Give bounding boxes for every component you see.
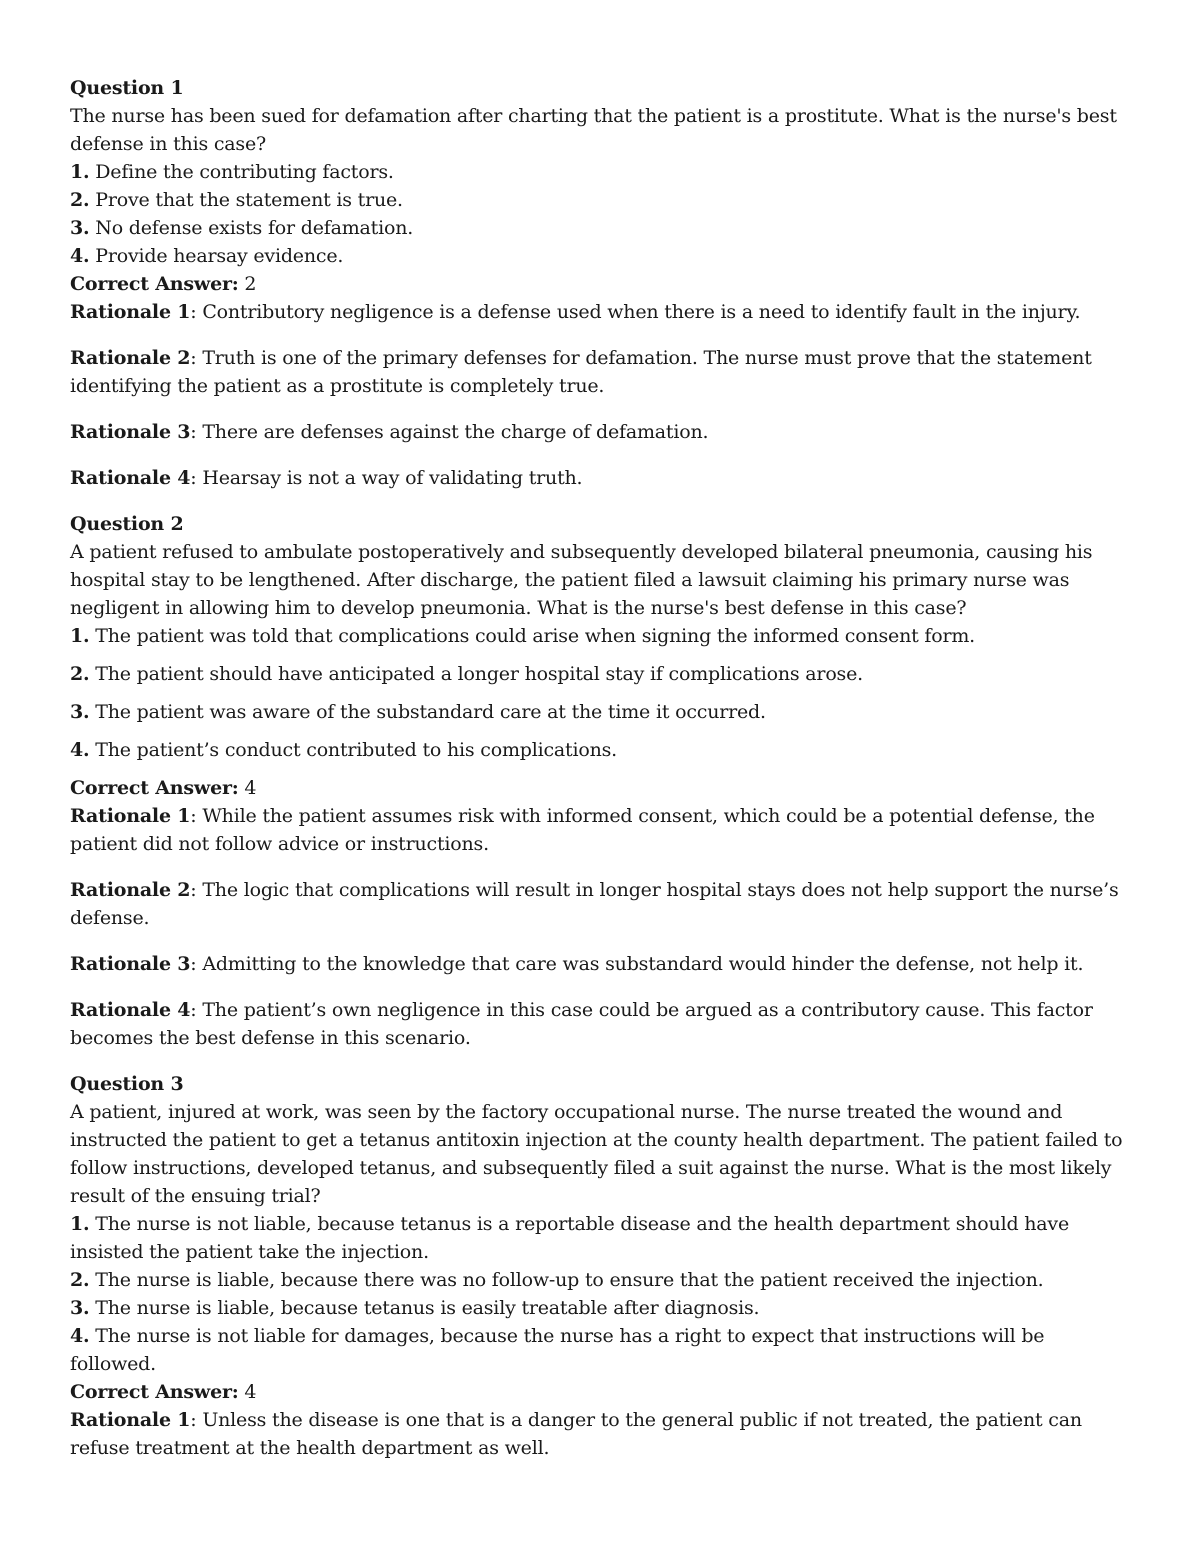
option-3 xyxy=(70,698,1130,726)
option-number: 4. xyxy=(70,1325,90,1347)
rationale-label: Rationale 1 xyxy=(70,301,191,323)
option-number: 2. xyxy=(70,663,90,685)
correct-answer xyxy=(70,774,1130,802)
option-text: Define the contributing factors. xyxy=(89,161,394,183)
rationale-label: Rationale 4 xyxy=(70,999,191,1021)
rationale-label: Rationale 4 xyxy=(70,467,191,489)
option-4 xyxy=(70,242,1130,270)
rationale-label: Rationale 1 xyxy=(70,805,191,827)
option-number: 3. xyxy=(70,701,90,723)
option-2 xyxy=(70,186,1130,214)
option-text: The nurse is liable, because tetanus is easily treatable after diagnosis. xyxy=(89,1297,760,1319)
option-text: The nurse is liable, because there was no follow-up to ensure that the patient received the injection. xyxy=(89,1269,1044,1291)
option-text: No defense exists for defamation. xyxy=(89,217,414,239)
rationale-1 xyxy=(70,1406,1130,1462)
correct-answer-value: 4 xyxy=(238,777,257,799)
question-title: Question 1 xyxy=(70,77,184,99)
question-stem: A patient, injured at work, was seen by the factory occupational nurse. The nurse treated the wound and instructed the patient to get a tetanus antitoxin injection at the county health department. The patient failed to follow instructions, developed tetanus, and subsequently filed a suit against the nurse. What is the most likely result of the ensuing trial? xyxy=(70,1101,1123,1207)
question-stem: A patient refused to ambulate postoperatively and subsequently developed bilateral pneumonia, causing his hospital stay to be lengthened. After discharge, the patient filed a lawsuit claiming his primary nurse was negligent in allowing him to develop pneumonia. What is the nurse's best defense in this case? xyxy=(70,541,1093,619)
option-3 xyxy=(70,214,1130,242)
correct-answer xyxy=(70,1378,1130,1406)
option-text: The patient was told that complications could arise when signing the informed consent form. xyxy=(89,625,975,647)
option-text: Prove that the statement is true. xyxy=(89,189,403,211)
option-3 xyxy=(70,1294,1130,1322)
option-number: 1. xyxy=(70,625,90,647)
option-1 xyxy=(70,1210,1130,1266)
option-4 xyxy=(70,736,1130,764)
rationale-label: Rationale 2 xyxy=(70,347,191,369)
option-text: Provide hearsay evidence. xyxy=(89,245,344,267)
correct-answer-value: 4 xyxy=(238,1381,257,1403)
option-number: 2. xyxy=(70,189,90,211)
rationale-1 xyxy=(70,802,1130,858)
correct-answer-value: 2 xyxy=(238,273,257,295)
rationale-3 xyxy=(70,950,1130,978)
rationale-text: : Unless the disease is one that is a danger to the general public if not treated, the patient can refuse treatment at the health department as well. xyxy=(70,1409,1082,1459)
option-2 xyxy=(70,660,1130,688)
option-number: 4. xyxy=(70,245,90,267)
question-3 xyxy=(70,1070,1130,1462)
rationale-2 xyxy=(70,344,1130,400)
option-number: 1. xyxy=(70,1213,90,1235)
option-number: 3. xyxy=(70,217,90,239)
option-number: 4. xyxy=(70,739,90,761)
question-1 xyxy=(70,74,1130,492)
rationale-4 xyxy=(70,996,1130,1052)
option-number: 1. xyxy=(70,161,90,183)
rationale-3 xyxy=(70,418,1130,446)
rationale-text: : There are defenses against the charge of defamation. xyxy=(190,421,709,443)
option-2 xyxy=(70,1266,1130,1294)
option-text: The patient should have anticipated a longer hospital stay if complications arose. xyxy=(89,663,863,685)
rationale-text: : Admitting to the knowledge that care was substandard would hinder the defense, not help it. xyxy=(190,953,1084,975)
rationale-2 xyxy=(70,876,1130,932)
rationale-text: : Truth is one of the primary defenses for defamation. The nurse must prove that the statement identifying the patient as a prostitute is completely true. xyxy=(70,347,1092,397)
rationale-text: : Hearsay is not a way of validating truth. xyxy=(190,467,583,489)
rationale-text: : While the patient assumes risk with informed consent, which could be a potential defense, the patient did not follow advice or instructions. xyxy=(70,805,1095,855)
rationale-label: Rationale 3 xyxy=(70,953,191,975)
option-4 xyxy=(70,1322,1130,1378)
question-2 xyxy=(70,510,1130,1052)
correct-answer-label: Correct Answer: xyxy=(70,273,239,295)
rationale-text: : Contributory negligence is a defense used when there is a need to identify fault in the injury. xyxy=(190,301,1081,323)
question-title: Question 3 xyxy=(70,1073,184,1095)
option-text: The nurse is not liable for damages, because the nurse has a right to expect that instructions will be followed. xyxy=(70,1325,1045,1375)
question-title: Question 2 xyxy=(70,513,184,535)
question-stem: The nurse has been sued for defamation after charting that the patient is a prostitute. What is the nurse's best defense in this case? xyxy=(70,105,1117,155)
correct-answer-label: Correct Answer: xyxy=(70,777,239,799)
option-1 xyxy=(70,158,1130,186)
rationale-label: Rationale 3 xyxy=(70,421,191,443)
rationale-text: : The patient’s own negligence in this case could be argued as a contributory cause. This factor becomes the best defense in this scenario. xyxy=(70,999,1093,1049)
rationale-4 xyxy=(70,464,1130,492)
rationale-label: Rationale 1 xyxy=(70,1409,191,1431)
correct-answer-label: Correct Answer: xyxy=(70,1381,239,1403)
option-text: The nurse is not liable, because tetanus is a reportable disease and the health department should have insisted the patient take the injection. xyxy=(70,1213,1069,1263)
rationale-text: : The logic that complications will result in longer hospital stays does not help support the nurse’s defense. xyxy=(70,879,1119,929)
correct-answer xyxy=(70,270,1130,298)
option-text: The patient was aware of the substandard care at the time it occurred. xyxy=(89,701,766,723)
rationale-1 xyxy=(70,298,1130,326)
option-text: The patient’s conduct contributed to his complications. xyxy=(89,739,618,761)
option-number: 3. xyxy=(70,1297,90,1319)
option-number: 2. xyxy=(70,1269,90,1291)
rationale-label: Rationale 2 xyxy=(70,879,191,901)
option-1 xyxy=(70,622,1130,650)
